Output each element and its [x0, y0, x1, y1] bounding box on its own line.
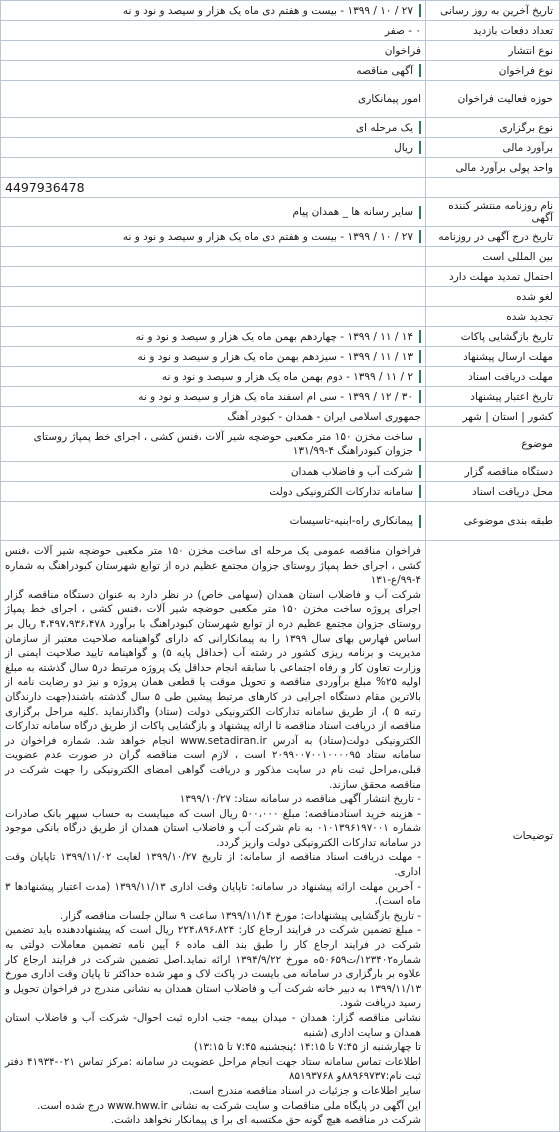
row-organizer	[1, 462, 559, 482]
description-paragraph: نشانی مناقصه گزار: همدان - میدان بیمه- جنب اداره ثبت احوال- شرکت آب و فاضلاب استان همدان و سایت اداری (شنبه	[5, 1012, 421, 1039]
value-subject: ساخت مخزن ۱۵۰ متر مکعبی حوضچه شیر آلات ،فنس کشی ، اجرای خط پمپاژ روستای جزوان کبودراهنگ ۴-۱۳۱/۹۹	[33, 431, 413, 457]
bullet-marker	[419, 485, 421, 498]
description-paragraph: این آگهی در پایگاه ملی مناقصات و سایت شرکت به نشانی www.hww.ir درج شده است.	[36, 1099, 421, 1112]
row-call-type	[1, 61, 559, 81]
row-location	[1, 407, 559, 427]
bullet-marker	[419, 350, 421, 363]
description-paragraph: - آخرین مهلت ارائه پیشنهاد در سامانه: تاپایان وقت اداری ۱۳۹۹/۱۱/۱۳ (مدت اعتبار پیشنهادها ۳ ماه است).	[5, 880, 421, 908]
bullet-marker	[419, 4, 421, 17]
value-publish-type: فراخوان	[384, 44, 421, 57]
bullet-marker	[419, 370, 421, 383]
row-holding-type	[1, 118, 559, 138]
value-tracking-code: 4497936478	[5, 179, 85, 195]
bullet-marker	[419, 64, 421, 77]
description-paragraph: شرکت آب و فاضلاب استان همدان (سهامی خاص) در نظر دارد به عنوان دستگاه مناقصه گزار اجرای پروژه ساخت مخزن ۱۵۰ متر مکعبی حوضچه شیر آلات ،فنس کشی ، اجرای خط پمپاژ روستای جزوان مجتمع عظیم دره از توابع شهرستان کبودراهنگ با برآورد ۴،۴۹۷،۹۳۶،۴۷۸ ریال بر اساس فهارس بهای سال ۱۳۹۹ را به پیمانکارانی که دارای گواهینامه صلاحیت معتبر از سازمان مدیریت و برنامه ریزی کشور در رشته آب (حداقل پایه ۵) و گواهینامه تایید صلاحیت ایمنی از وزارت تعاون کار و رفاه اجتماعی با سابقه انجام حداقل یک پروژه مرتبط در۵ سال گذشته به مبلغ اولیه ۲۵% مبلغ برآوردی مناقصه و تحویل موقت یا قطعی همان پروژه و نیز دو رضایت نامه از بالاترین مقام دستگاه اجرایی در کارهای مرتبط پیشین طی ۵ سال گذشته باشند(جهت دارندگان رتبه ۵ )، از طریق سامانه تدارکات الکترونیکی دولت (ستاد) واگذارنماید .کلیه مراحل برگزاری مناقصه از دریافت اسناد مناقصه تا ارائه پیشنهاد و بازگشایی پاکات از طریق درگاه سامانه تدارکات الکترونیکی دولت(ستاد) به آدرس www.setadiran.ir انجام خواهد شد. شماره فراخوان در سامانه ستاد ۲۰۹۹۰۰۷۰۰۱۰۰۰۰۹۵ است ، لازم است مناقصه گران در صورت عدم عضویت قبلی،مراحل ثبت نام در سایت مذکور و دریافت گواهی امضای الکترونیکی را جهت شرکت در مناقصه محقق سازند.	[5, 588, 421, 791]
value-category: پیمانکاری راه-ابنیه-تاسیسات	[289, 515, 413, 527]
label-financial-estimate: برآورد مالی	[425, 138, 559, 157]
bullet-marker	[419, 206, 421, 219]
row-tracking-code	[1, 178, 559, 198]
row-submit-deadline	[1, 347, 559, 367]
description-paragraph: - مهلت دریافت اسناد مناقصه از سامانه: از تاریخ ۱۳۹۹/۱۰/۲۷ لغایت ۱۳۹۹/۱۱/۰۲ تاپایان وقت اداری.	[5, 851, 421, 879]
row-validity	[1, 387, 559, 407]
bullet-marker	[419, 515, 421, 528]
row-newspaper-date	[1, 227, 559, 247]
description-paragraph: - هزینه خرید اسنادمناقصه: مبلغ ۵۰۰،۰۰۰ ریال است که میبایست به حساب سپهر بانک صادرات شماره ۰۱۰۱۳۹۶۱۹۷۰۰۱ به نام شرکت آب و فاضلاب استان همدان از طریق درگاه بانکی موجود در سامانه تدارکات الکترونیکی دولت واریز گردد.	[5, 807, 421, 849]
row-docs-deadline	[1, 367, 559, 387]
value-visit-count: ۰ - صفر	[384, 24, 421, 37]
value-docs-deadline: ۲ / ۱۱ / ۱۳۹۹ - دوم بهمن ماه یک هزار و سیصد و نود و نه	[161, 370, 413, 383]
label-opening-date: تاریخ بازگشایی پاکات	[425, 327, 559, 346]
value-location: جمهوری اسلامی ایران - همدان - کبودر آهنگ	[227, 410, 421, 423]
row-publish-type	[1, 41, 559, 61]
bullet-marker	[419, 330, 421, 343]
label-validity: تاریخ اعتبار پیشنهاد	[425, 387, 559, 406]
row-renewed	[1, 307, 559, 327]
row-subject	[1, 427, 559, 462]
row-last-update	[1, 1, 559, 21]
value-opening-date: ۱۴ / ۱۱ / ۱۳۹۹ - چهاردهم بهمن ماه یک هزار و سیصد و نود و نه	[135, 330, 413, 343]
row-docs-place	[1, 482, 559, 502]
description-paragraph: - تاریخ بازگشایی پیشنهادات: مورخ ۱۳۹۹/۱۱/۱۴ ساعت ۹ سالن جلسات مناقصه گزار.	[59, 909, 421, 922]
bullet-marker	[419, 390, 421, 403]
label-docs-deadline: مهلت دریافت اسناد	[425, 367, 559, 386]
bullet-marker	[419, 465, 421, 478]
label-last-update: تاریخ آخرین به روز رسانی	[425, 1, 559, 20]
label-visit-count: تعداد دفعات بازدید	[425, 21, 559, 40]
label-extension: احتمال تمدید مهلت دارد	[425, 267, 559, 286]
bullet-marker	[419, 438, 421, 451]
label-tracking-code	[425, 178, 559, 197]
label-currency-unit: واحد پولی برآورد مالی	[425, 158, 559, 177]
row-newspaper	[1, 198, 559, 227]
label-newspaper-date: تاریخ درج آگهی در روزنامه	[425, 227, 559, 246]
value-financial-estimate: ریال	[394, 141, 413, 154]
value-validity: ۳۰ / ۱۲ / ۱۳۹۹ - سی ام اسفند ماه یک هزار و سیصد و نود و نه	[138, 390, 413, 403]
label-call-type: نوع فراخوان	[425, 61, 559, 80]
label-holding-type: نوع برگزاری	[425, 118, 559, 137]
bullet-marker	[419, 141, 421, 154]
description-paragraph: - مبلغ تضمین شرکت در فرایند ارجاع کار: ۲۲۴،۸۹۶،۸۲۴ ریال است که پیشنهاددهنده باید تضمین شرکت در فرایند ارجاع کار را طبق بند الف ماده ۶ آیین نامه تضمین معاملات دولتی به شماره۱۲۳۴۰۲/ت۵۰۶۵۹ه مورخ ۱۳۹۴/۹/۲۲ ارائه نماید.اصل تضمین شرکت در فرایند ارجاع کار علاوه بر بارگزاری در سامانه می بایست در پاکت لاک و مهر شده حداکثر تا پایان وقت اداری مورخ ۱۳۹۹/۱۱/۱۳ به دبیر خانه شرکت آب و فاضلاب استان همدان به نشانی مندرج در فراخوان تحویل و رسید دریافت شود.	[5, 924, 421, 1010]
row-description	[1, 541, 559, 1132]
label-international: بین المللی است	[425, 247, 559, 266]
description-paragraph: فراخوان مناقصه عمومی یک مرحله ای ساخت مخزن ۱۵۰ متر مکعبی حوضچه شیر آلات ،فنس کشی ، اجرای خط پمپاژ روستای جزوان مجتمع عظیم دره از توابع شهرستان کبودراهنگ به شماره ۴-۹۹/ع-۱۳۱	[5, 545, 421, 587]
row-international	[1, 247, 559, 267]
label-activity-field: حوزه فعالیت فراخوان	[425, 81, 559, 117]
row-currency-unit	[1, 158, 559, 178]
value-last-update: ۲۷ / ۱۰ / ۱۳۹۹ - بیست و هفتم دی ماه یک هزار و سیصد و نود و نه	[122, 4, 413, 17]
row-opening-date	[1, 327, 559, 347]
label-publish-type: نوع انتشار	[425, 41, 559, 60]
label-location: کشور | استان | شهر	[425, 407, 559, 426]
value-newspaper: سایر رسانه ها _ همدان پیام	[292, 206, 413, 218]
label-newspaper: نام روزنامه منتشر کننده آگهی	[425, 198, 559, 226]
label-category: طبقه بندی موضوعی	[425, 502, 559, 540]
description-paragraph: تا چهارشنبه از ۷:۴۵ تا ۱۴:۱۵ ؛پنجشنبه ۷:۴۵ تا ۱۳:۱۵)	[193, 1041, 421, 1054]
description-paragraph: سایر اطلاعات و جزئیات در اسناد مناقصه مندرج است.	[188, 1084, 421, 1097]
label-renewed: تجدید شده	[425, 307, 559, 326]
bullet-marker	[419, 230, 421, 243]
row-visit-count	[1, 21, 559, 41]
row-activity-field	[1, 81, 559, 118]
description-paragraph: شرکت در مناقصه هیچ گونه حق مکتسبه ای برا ی پیمانکار نخواهد داشت.	[110, 1114, 421, 1127]
description-body	[1, 541, 425, 1131]
label-organizer: دستگاه مناقصه گزار	[425, 462, 559, 481]
bullet-marker	[419, 121, 421, 134]
value-submit-deadline: ۱۳ / ۱۱ / ۱۳۹۹ - سیزدهم بهمن ماه یک هزار و سیصد و نود و نه	[137, 350, 413, 363]
label-submit-deadline: مهلت ارسال پیشنهاد	[425, 347, 559, 366]
value-organizer: شرکت آب و فاضلاب همدان	[290, 465, 413, 478]
value-newspaper-date: ۲۷ / ۱۰ / ۱۳۹۹ - بیست و هفتم دی ماه یک هزار و سیصد و نود و نه	[122, 230, 413, 243]
value-call-type: آگهی مناقصه	[356, 64, 413, 77]
row-extension	[1, 267, 559, 287]
value-activity-field: امور پیمانکاری	[358, 93, 421, 105]
value-docs-place: سامانه تدارکات الکترونیکی دولت	[269, 485, 413, 498]
label-docs-place: محل دریافت اسناد	[425, 482, 559, 501]
description-paragraph: اطلاعات تماس سامانه ستاد جهت انجام مراحل عضویت در سامانه :مرکز تماس ۰۲۱-۴۱۹۳۴ دفتر ثبت نام:۸۸۹۶۹۷۳۷و ۸۵۱۹۳۷۶۸	[5, 1055, 421, 1083]
label-subject: موضوع	[425, 427, 559, 461]
value-holding-type: یک مرحله ای	[355, 121, 413, 134]
label-description: توضیحات	[425, 541, 559, 1131]
row-canceled	[1, 287, 559, 307]
row-category	[1, 502, 559, 541]
row-financial-estimate	[1, 138, 559, 158]
description-paragraph: - تاریخ انتشار آگهی مناقصه در سامانه ستاد: ۱۳۹۹/۱۰/۲۷	[179, 793, 421, 806]
label-canceled: لغو شده	[425, 287, 559, 306]
